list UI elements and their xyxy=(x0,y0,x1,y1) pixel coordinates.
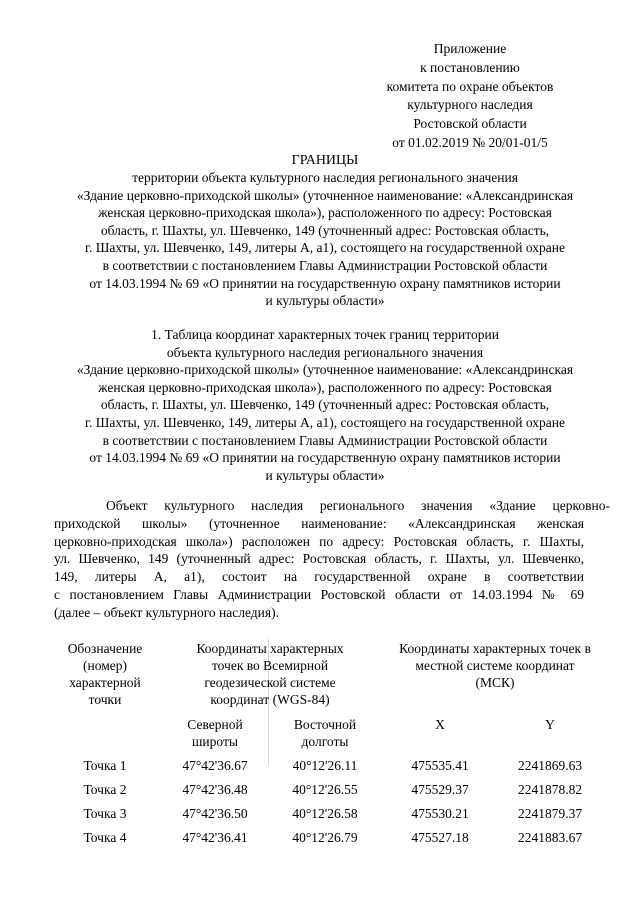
header-text: Координаты характерных точек в xyxy=(399,641,591,656)
title-line: от 14.03.1994 № 69 «О принятии на государственную охрану памятников истории xyxy=(89,275,561,291)
appendix-line: Приложение xyxy=(433,41,507,56)
appendix-line: Ростовской области xyxy=(413,116,527,132)
table-row-point: Точка 1 xyxy=(83,758,127,773)
header-text: Координаты характерных xyxy=(196,641,344,656)
subheader-y xyxy=(495,716,605,733)
subheader-longitude xyxy=(270,716,380,750)
appendix-header xyxy=(345,40,595,153)
table-title-line: г. Шахты, ул. Шевченко, 149, литеры А, а1), состоящего на государственной охране xyxy=(84,414,566,430)
table-row-point: Точка 3 xyxy=(83,806,127,821)
paragraph-line: Объект культурного наследия регионального значения «Здание церковно- xyxy=(106,498,610,513)
subheader-latitude xyxy=(160,716,270,750)
header-text: геодезической системе xyxy=(204,675,336,690)
table-row-y: 2241883.67 xyxy=(517,830,583,845)
table-title xyxy=(40,326,610,484)
header-text: точек во Всемирной xyxy=(211,658,329,673)
header-text: (МСК) xyxy=(475,675,515,690)
title-line: область, г. Шахты, ул. Шевченко, 149 (уточненный адрес: Ростовская область, xyxy=(100,222,550,238)
header-msk xyxy=(375,640,615,691)
description-paragraph xyxy=(54,497,610,622)
paragraph-line: ул. Шевченко, 149 (уточненный адрес: Ростовская область, г. Шахты, ул. Шевченко, xyxy=(54,551,584,567)
title-line: территории объекта культурного наследия регионального значения xyxy=(132,170,518,185)
appendix-line: культурного наследия xyxy=(407,97,533,113)
title-heading: ГРАНИЦЫ xyxy=(291,153,359,168)
header-wgs84 xyxy=(160,640,380,708)
paragraph-line: (далее – объект культурного наследия). xyxy=(54,604,279,620)
table-row-point: Точка 2 xyxy=(83,782,127,797)
header-text: точки xyxy=(88,692,122,707)
paragraph-line: церковно-приходская школа») расположен по адресу: Ростовская область, г. Шахты, xyxy=(54,533,584,549)
header-text: характерной xyxy=(69,675,141,690)
table-row-x: 475535.41 xyxy=(411,758,469,773)
table-row-lon: 40°12'26.79 xyxy=(292,830,358,845)
title-line: г. Шахты, ул. Шевченко, 149, литеры А, а1), состоящего на государственной охране xyxy=(84,240,566,256)
subheader-text: Y xyxy=(545,717,555,732)
table-row-point: Точка 4 xyxy=(83,830,127,845)
table-row-y: 2241879.37 xyxy=(517,806,583,821)
subheader-x xyxy=(385,716,495,733)
subheader-text: широты xyxy=(192,734,238,749)
title-line: «Здание церковно-приходской школы» (уточненное наименование: «Александринская xyxy=(76,187,574,203)
document-title xyxy=(40,153,610,310)
paragraph-line: 149, литеры А, а1), состоит на государственной охране в соответствии xyxy=(54,569,584,585)
table-row-x: 475530.21 xyxy=(411,806,469,821)
table-title-line: область, г. Шахты, ул. Шевченко, 149 (уточненный адрес: Ростовская область, xyxy=(100,397,550,413)
table-title-line: 1. Таблица координат характерных точек границ территории xyxy=(151,327,499,342)
table-row-lat: 47°42'36.67 xyxy=(182,758,248,773)
appendix-line: от 01.02.2019 № 20/01-01/5 xyxy=(392,134,548,150)
table-row-lon: 40°12'26.58 xyxy=(292,806,358,821)
header-text: координат (WGS-84) xyxy=(210,692,330,707)
subheader-text: долготы xyxy=(301,734,349,749)
subheader-text: X xyxy=(435,717,445,732)
subheader-text: Северной xyxy=(187,717,243,732)
table-row-lon: 40°12'26.55 xyxy=(292,782,358,797)
table-title-line: «Здание церковно-приходской школы» (уточненное наименование: «Александринская xyxy=(76,362,574,378)
subheader-text: Восточной xyxy=(293,717,357,732)
table-row-x: 475527.18 xyxy=(411,830,469,845)
table-title-line: в соответствии с постановлением Главы Администрации Ростовской области xyxy=(102,432,548,448)
table-row-x: 475529.37 xyxy=(411,782,469,797)
appendix-line: к постановлению xyxy=(420,59,520,75)
table-title-line: от 14.03.1994 № 69 «О принятии на государственную охрану памятников истории xyxy=(89,450,561,466)
header-text: местной системе координат xyxy=(415,658,575,673)
paragraph-line: приходской школы» (уточненное наименование: «Александринская женская xyxy=(54,515,584,531)
title-line: и культуры области» xyxy=(265,293,385,309)
table-row-lat: 47°42'36.48 xyxy=(182,782,248,797)
table-row-y: 2241878.82 xyxy=(517,782,583,797)
title-line: женская церковно-приходская школа»), расположенного по адресу: Ростовская xyxy=(98,205,552,221)
header-point xyxy=(40,640,170,708)
table-row-lat: 47°42'36.50 xyxy=(182,806,248,821)
table-title-line: объекта культурного наследия регионального значения xyxy=(166,344,484,360)
table-row-lon: 40°12'26.11 xyxy=(292,758,358,773)
coordinates-table xyxy=(0,637,640,857)
table-title-line: женская церковно-приходская школа»), расположенного по адресу: Ростовская xyxy=(98,379,552,395)
table-row-lat: 47°42'36.41 xyxy=(182,830,248,845)
table-row-y: 2241869.63 xyxy=(517,758,583,773)
header-text: (номер) xyxy=(83,658,127,673)
paragraph-line: с постановлением Главы Администрации Ростовской области от 14.03.1994 № 69 xyxy=(54,586,584,602)
table-title-line: и культуры области» xyxy=(265,467,385,483)
title-line: в соответствии с постановлением Главы Администрации Ростовской области xyxy=(102,257,548,273)
appendix-line: комитета по охране объектов xyxy=(386,78,554,94)
header-text: Обозначение xyxy=(67,641,143,656)
